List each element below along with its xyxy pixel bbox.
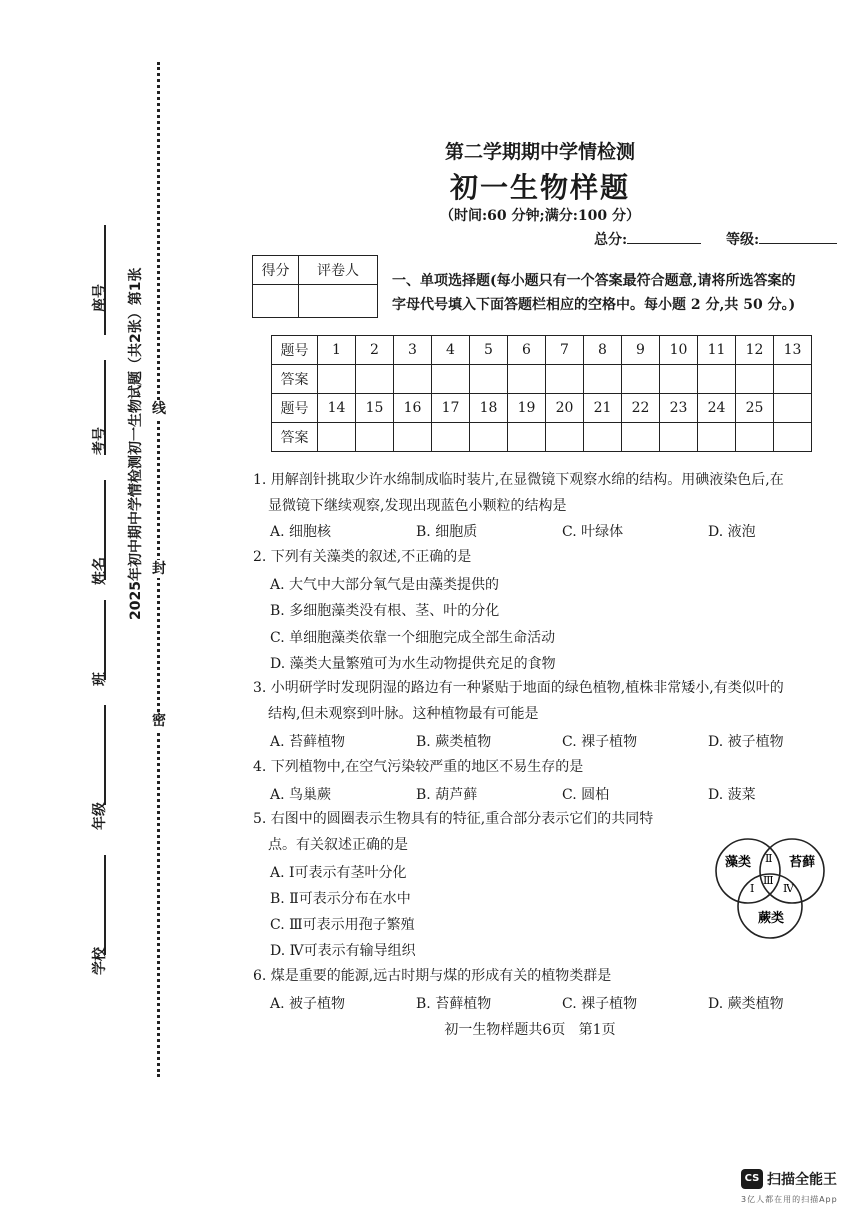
q3-option-a: A. 苔藓植物: [270, 734, 346, 750]
venn-circle-algae: [716, 839, 780, 903]
q-num: 9: [622, 336, 660, 365]
q4-option-d: D. 菠菜: [708, 787, 756, 803]
question-3-line-1: 3. 小明研学时发现阴湿的路边有一种紧贴于地面的绿色植物,植株非常矮小,有类似叶的: [253, 680, 784, 696]
question-4-line-1: 4. 下列植物中,在空气污染较严重的地区不易生存的是: [253, 759, 584, 775]
q-num: 22: [622, 394, 660, 423]
seal-word-line: 线: [152, 401, 166, 417]
venn-label-algae: 藻类: [725, 855, 752, 870]
q6-option-d: D. 蕨类植物: [708, 996, 784, 1012]
q-num: 12: [736, 336, 774, 365]
q-num: 19: [508, 394, 546, 423]
answer-cell[interactable]: [356, 423, 394, 452]
question-5-line-1: 5. 右图中的圆圈表示生物具有的特征,重合部分表示它们的共同特: [253, 811, 654, 827]
q-num: 14: [318, 394, 356, 423]
q2-option-d: D. 藻类大量繁殖可为水生动物提供充足的食物: [270, 656, 556, 672]
exam-subtitle: 第二学期期中学情检测: [444, 141, 635, 163]
q4-option-a: A. 鸟巢蕨: [270, 787, 332, 803]
q5-option-c: C. Ⅲ可表示用孢子繁殖: [270, 917, 415, 933]
answer-cell[interactable]: [508, 423, 546, 452]
answer-table-num-row-1: [272, 336, 812, 365]
q2-option-c: C. 单细胞藻类依靠一个细胞完成全部生命活动: [270, 630, 556, 646]
venn-diagram: [705, 826, 835, 944]
q1-option-d: D. 液泡: [708, 524, 756, 540]
answer-cell[interactable]: [774, 423, 812, 452]
exam-vertical-title: 2025年初中期中学情检测初一生物试题（共2张）第1张: [128, 267, 144, 620]
question-3-line-2: 结构,但未观察到叶脉。这种植物最有可能是: [268, 706, 539, 722]
answer-cell[interactable]: [546, 423, 584, 452]
q-num: 2: [356, 336, 394, 365]
ans-header: 答案: [272, 423, 318, 452]
answer-cell[interactable]: [432, 365, 470, 394]
q-num: 15: [356, 394, 394, 423]
venn-region-4: Ⅳ: [783, 882, 794, 895]
grade-label: 等级:: [726, 232, 760, 248]
score-label: 得分: [253, 256, 299, 285]
question-1-line-2: 显微镜下继续观察,发现出现蓝色小颗粒的结构是: [268, 498, 567, 514]
q-num: 17: [432, 394, 470, 423]
q3-option-b: B. 蕨类植物: [416, 734, 492, 750]
blank-grade: [104, 705, 106, 805]
q-num: [774, 394, 812, 423]
q-num: 18: [470, 394, 508, 423]
q5-option-d: D. Ⅳ可表示有输导组织: [270, 943, 416, 959]
venn-label-moss: 苔藓: [789, 855, 816, 870]
q6-option-b: B. 苔藓植物: [416, 996, 492, 1012]
answer-table: [271, 335, 812, 452]
q3-option-c: C. 裸子植物: [562, 734, 638, 750]
q-num: 3: [394, 336, 432, 365]
answer-cell[interactable]: [318, 365, 356, 394]
q2-option-a: A. 大气中大部分氧气是由藻类提供的: [270, 577, 500, 593]
answer-cell[interactable]: [774, 365, 812, 394]
answer-cell[interactable]: [736, 365, 774, 394]
q-num: 6: [508, 336, 546, 365]
q6-option-a: A. 被子植物: [270, 996, 346, 1012]
q5-option-a: A. Ⅰ可表示有茎叶分化: [270, 865, 407, 881]
question-1-line-1: 1. 用解剖针挑取少许水绵制成临时装片,在显微镜下观察水绵的结构。用碘液染色后,在: [253, 472, 784, 488]
answer-cell[interactable]: [622, 365, 660, 394]
ans-header: 答案: [272, 365, 318, 394]
blank-school: [104, 855, 106, 955]
answer-cell[interactable]: [660, 423, 698, 452]
total-score-field: [594, 229, 701, 249]
venn-region-2: Ⅱ: [765, 852, 773, 865]
q-num: 20: [546, 394, 584, 423]
q-num: 11: [698, 336, 736, 365]
field-grade-label: 年级: [92, 802, 108, 830]
answer-cell[interactable]: [698, 365, 736, 394]
answer-cell[interactable]: [584, 365, 622, 394]
answer-cell[interactable]: [622, 423, 660, 452]
question-6-line-1: 6. 煤是重要的能源,远古时期与煤的形成有关的植物类群是: [253, 968, 612, 984]
num-header: 题号: [272, 336, 318, 365]
field-class-label: 班: [92, 672, 108, 686]
q-num: 10: [660, 336, 698, 365]
section1-instruction-line2: 字母代号填入下面答题栏相应的空格中。每小题 2 分,共 50 分。): [392, 297, 796, 313]
seal-word-seal: 封: [152, 561, 166, 577]
question-5-line-2: 点。有关叙述正确的是: [268, 837, 408, 853]
grader-cell: [299, 285, 378, 318]
num-header: 题号: [272, 394, 318, 423]
seal-word-secret: 密: [152, 713, 166, 729]
answer-cell[interactable]: [584, 423, 622, 452]
scanner-logo-icon: CS: [741, 1169, 763, 1189]
question-2-line-1: 2. 下列有关藻类的叙述,不正确的是: [253, 549, 472, 565]
q-num: 5: [470, 336, 508, 365]
venn-region-3: Ⅲ: [763, 874, 774, 887]
q-num: 1: [318, 336, 356, 365]
grade-field: [726, 229, 837, 249]
answer-cell[interactable]: [432, 423, 470, 452]
answer-cell[interactable]: [356, 365, 394, 394]
q-num: 4: [432, 336, 470, 365]
field-name-label: 姓名: [92, 557, 108, 585]
q5-option-b: B. Ⅱ可表示分布在水中: [270, 891, 411, 907]
q-num: 16: [394, 394, 432, 423]
blank-class: [104, 600, 106, 680]
q2-option-b: B. 多细胞藻类没有根、茎、叶的分化: [270, 603, 500, 619]
answer-cell[interactable]: [736, 423, 774, 452]
answer-table-num-row-2: [272, 394, 812, 423]
answer-cell[interactable]: [470, 365, 508, 394]
score-box: [252, 255, 378, 318]
q1-option-c: C. 叶绿体: [562, 524, 624, 540]
q6-option-c: C. 裸子植物: [562, 996, 638, 1012]
answer-cell[interactable]: [698, 423, 736, 452]
exam-time-info: （时间:60 分钟;满分:100 分）: [440, 208, 640, 224]
scanner-brand: 扫描全能王: [767, 1172, 837, 1188]
q-num: 8: [584, 336, 622, 365]
field-seat-label: 座号: [92, 284, 108, 312]
total-score-label: 总分:: [594, 232, 628, 248]
answer-cell[interactable]: [660, 365, 698, 394]
score-cell: [253, 285, 299, 318]
field-exam-no-label: 考号: [92, 427, 108, 455]
section1-instruction-line1: 一、单项选择题(每小题只有一个答案最符合题意,请将所选答案的: [392, 273, 796, 289]
blank-seat: [104, 225, 106, 335]
q-num: 21: [584, 394, 622, 423]
field-school-label: 学校: [92, 947, 108, 975]
grader-label: 评卷人: [299, 256, 378, 285]
answer-table-ans-row-2: [272, 423, 812, 452]
q1-option-a: A. 细胞核: [270, 524, 332, 540]
answer-table-ans-row-1: [272, 365, 812, 394]
venn-label-fern: 蕨类: [758, 911, 785, 926]
answer-cell[interactable]: [318, 423, 356, 452]
total-score-blank: [627, 229, 701, 244]
grade-blank: [759, 229, 837, 244]
answer-cell[interactable]: [470, 423, 508, 452]
answer-cell[interactable]: [394, 365, 432, 394]
q-num: 25: [736, 394, 774, 423]
q-num: 7: [546, 336, 584, 365]
q4-option-c: C. 圆柏: [562, 787, 610, 803]
q4-option-b: B. 葫芦藓: [416, 787, 478, 803]
q3-option-d: D. 被子植物: [708, 734, 784, 750]
q-num: 24: [698, 394, 736, 423]
scanner-tagline: 3亿人都在用的扫描App: [741, 1195, 838, 1204]
answer-cell[interactable]: [546, 365, 584, 394]
venn-region-1: Ⅰ: [750, 882, 755, 895]
answer-cell[interactable]: [394, 423, 432, 452]
exam-title: 初一生物样题: [449, 171, 630, 204]
page-footer: 初一生物样题共6页 第1页: [444, 1022, 616, 1038]
answer-cell[interactable]: [508, 365, 546, 394]
q-num: 23: [660, 394, 698, 423]
q-num: 13: [774, 336, 812, 365]
q1-option-b: B. 细胞质: [416, 524, 478, 540]
